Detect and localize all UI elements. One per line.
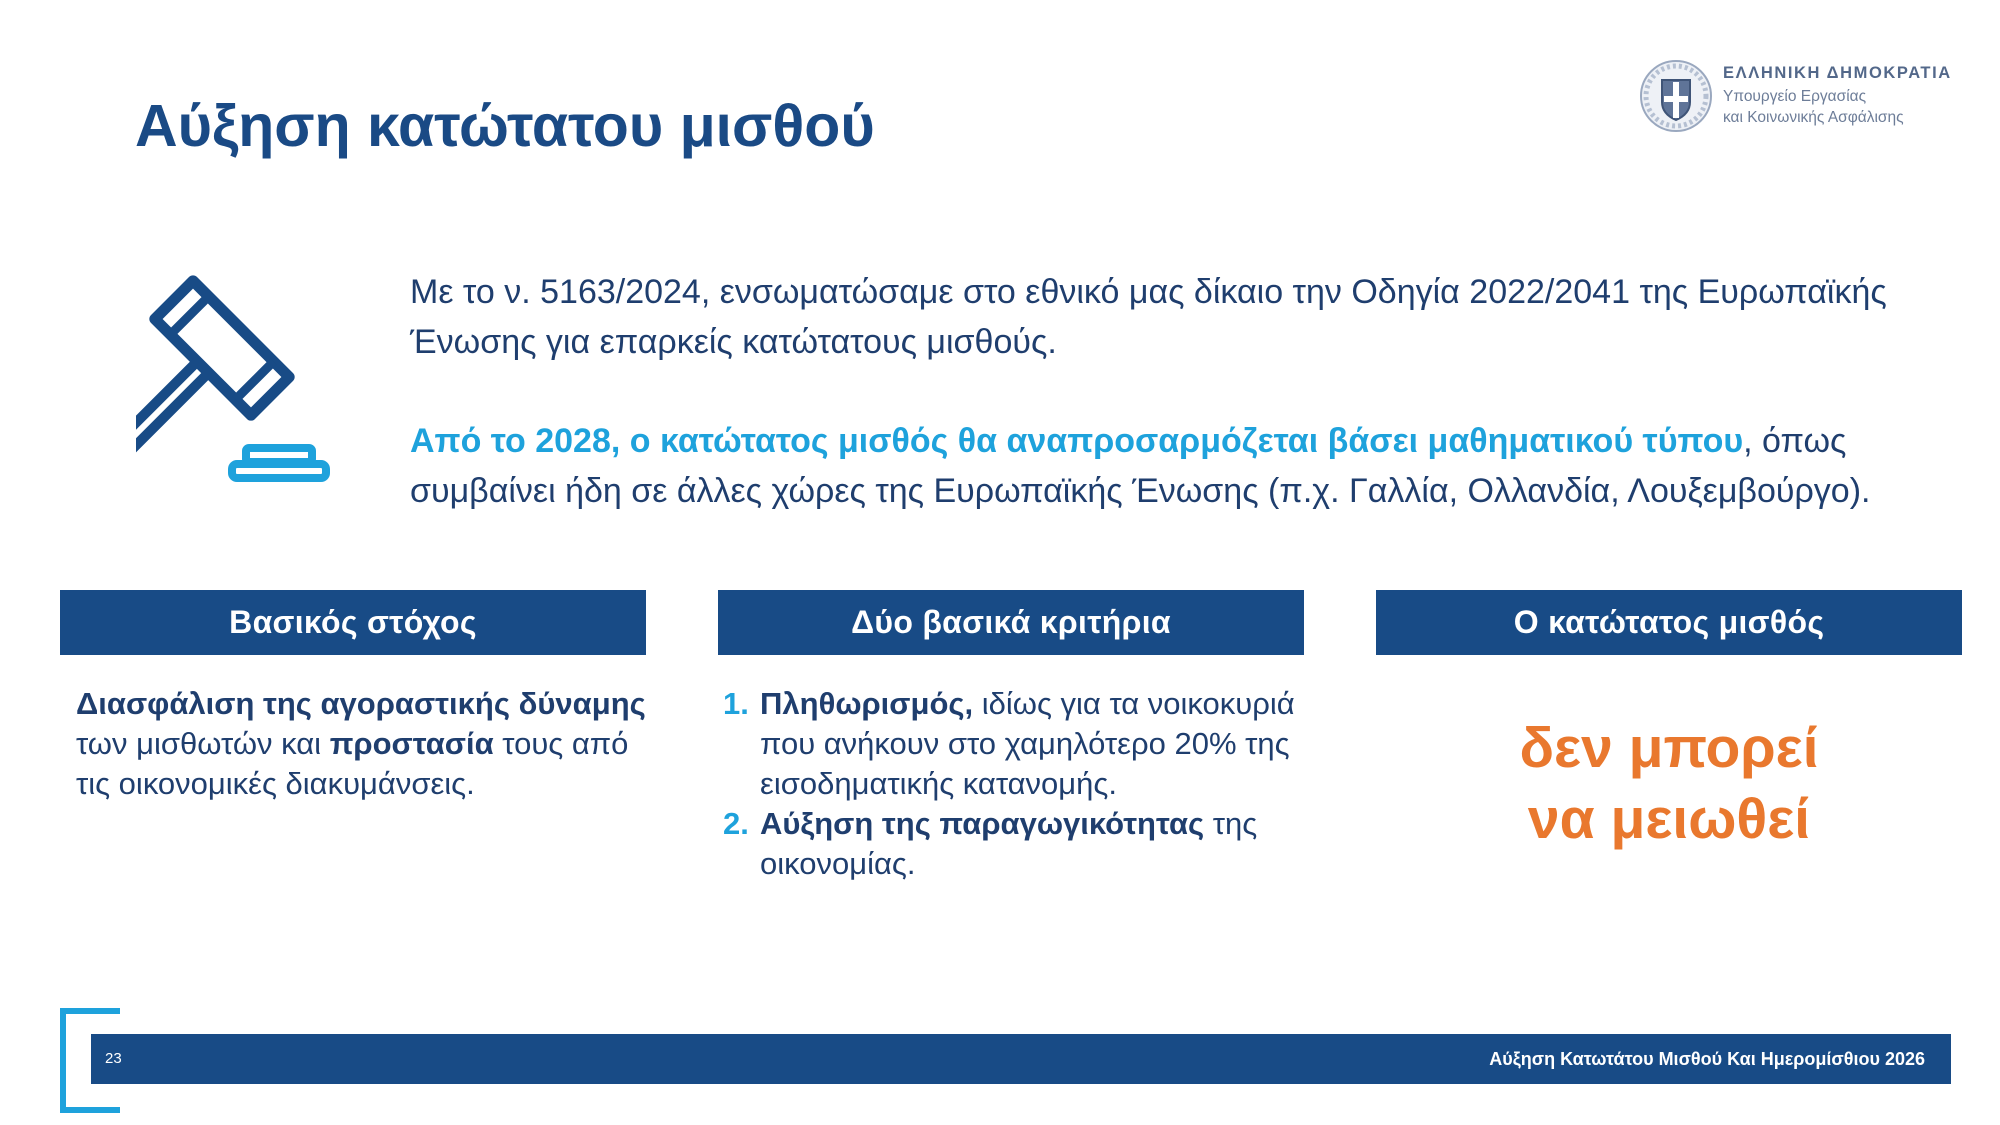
logo-line-1: ΕΛΛΗΝΙΚΗ ΔΗΜΟΚΡΑΤΙΑ <box>1723 64 1952 82</box>
intro-paragraph-2-rest: , όπως συμβαίνει ήδη σε άλλες χώρες της Ευρωπαϊκής Ένωσης (π.χ. Γαλλία, Ολλανδία, Λουξεμβούργο). <box>410 422 1871 510</box>
logo-line-3: και Κοινωνικής Ασφάλισης <box>1723 109 1904 126</box>
page-number: 23 <box>105 1050 122 1067</box>
greek-coat-of-arms-icon <box>1638 58 1714 134</box>
cannot-be-reduced-text <box>1376 713 1962 855</box>
footer-bar <box>91 1034 1951 1084</box>
statement-line-2: να μειωθεί <box>1527 787 1811 851</box>
column-header-criteria: Δύο βασικά κριτήρια <box>718 590 1304 655</box>
criteria-number: 1. <box>723 686 749 721</box>
goal-text-1: των μισθωτών και <box>76 726 330 761</box>
ministry-logo <box>1638 58 1968 138</box>
highlight-text: Από το 2028, ο κατώτατος μισθός θα αναπροσαρμόζεται βάσει μαθηματικού τύπου <box>410 422 1744 460</box>
goal-bold-1: Διασφάλιση της αγοραστικής δύναμης <box>76 686 646 721</box>
criteria-number: 2. <box>723 806 749 841</box>
gavel-icon <box>136 274 348 484</box>
intro-paragraph-2 <box>410 417 1910 516</box>
goal-bold-2: προστασία <box>329 726 494 761</box>
criteria-text: της οικονομίας. <box>760 806 1258 881</box>
criteria-bold: Αύξηση της παραγωγικότητας <box>760 806 1205 841</box>
criteria-bold: Πληθωρισμός, <box>760 686 974 721</box>
footer-title: Αύξηση Κατωτάτου Μισθού Και Ημερομίσθιου 2026 <box>1489 1049 1925 1069</box>
column-header-minimum-wage: Ο κατώτατος μισθός <box>1376 590 1962 655</box>
criteria-list <box>720 684 1320 884</box>
logo-line-2: Υπουργείο Εργασίας <box>1723 88 1867 105</box>
goal-text-2: τους από τις οικονομικές διακυμάνσεις. <box>76 726 629 801</box>
page-title: Αύξηση κατώτατου μισθού <box>135 93 875 159</box>
criteria-item <box>720 804 1320 884</box>
column-header-main-goal: Βασικός στόχος <box>60 590 646 655</box>
main-goal-text <box>76 684 646 804</box>
criteria-item <box>720 684 1320 804</box>
intro-paragraph-1: Με το ν. 5163/2024, ενσωματώσαμε στο εθνικό μας δίκαιο την Οδηγία 2022/2041 της Ευρωπαϊκής Ένωσης για επαρκείς κατώτατους μισθούς. <box>410 273 1887 361</box>
criteria-text: ιδίως για τα νοικοκυριά που ανήκουν στο χαμηλότερο 20% της εισοδηματικής κατανομής. <box>760 686 1295 801</box>
statement-line-1: δεν μπορεί <box>1519 716 1819 780</box>
